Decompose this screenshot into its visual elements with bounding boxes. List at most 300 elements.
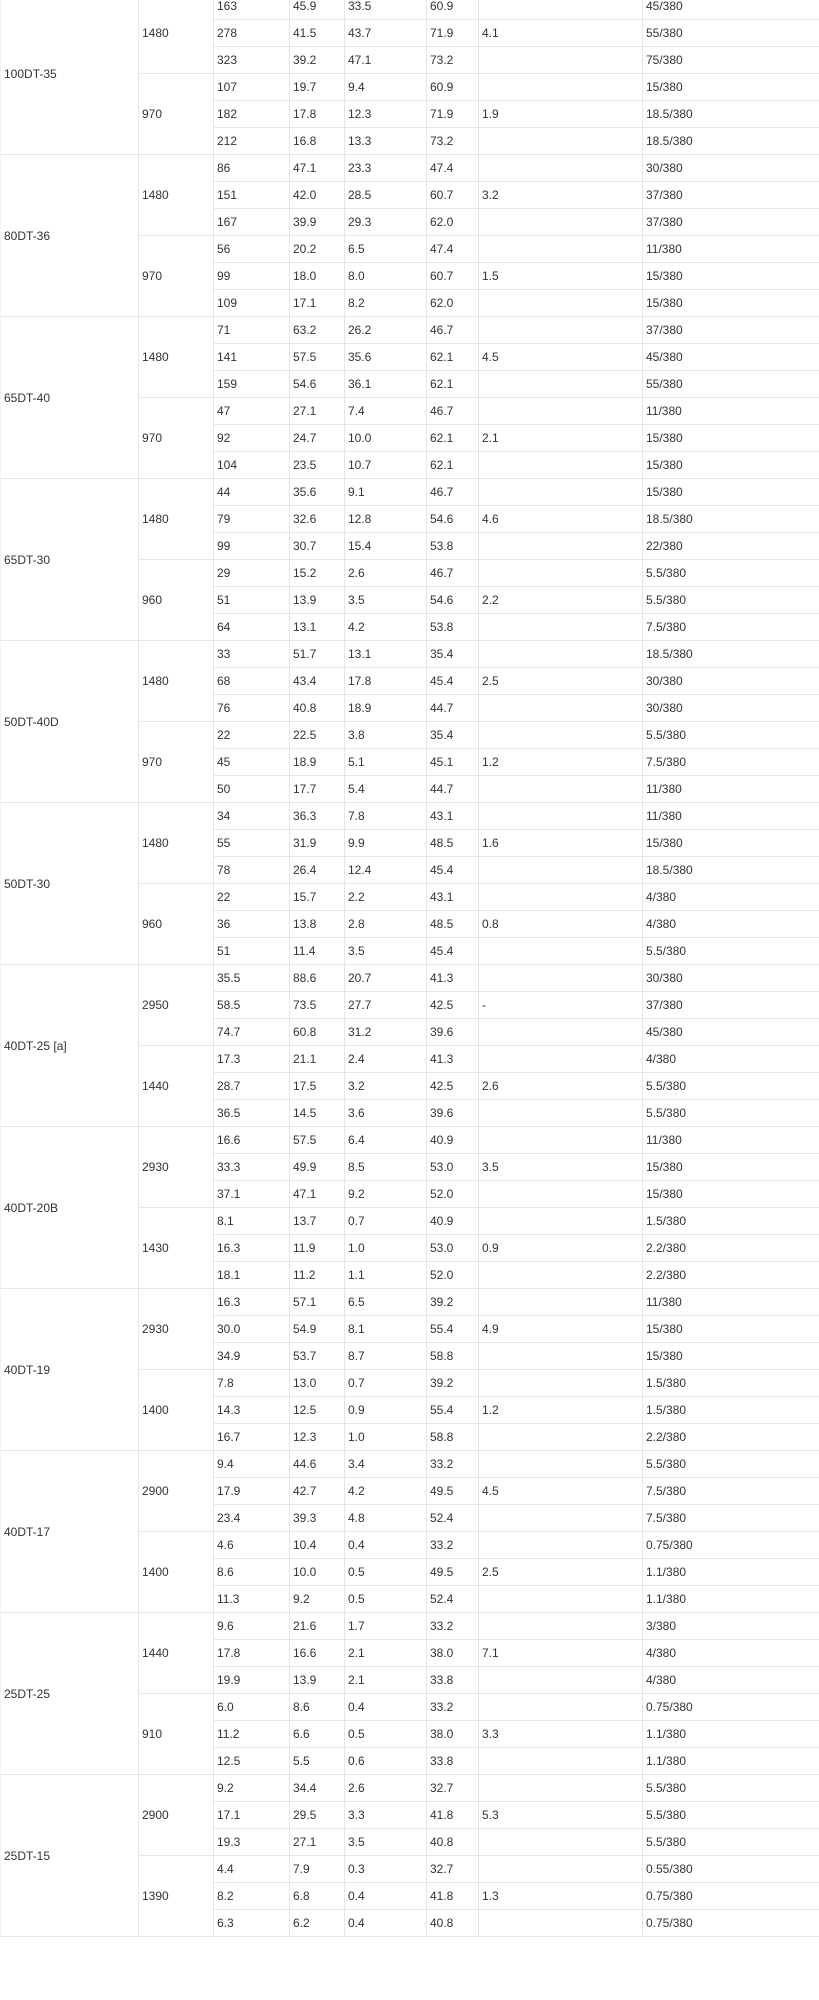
speed-cell: 910 xyxy=(139,1694,214,1775)
npsh-cell: 1.9 xyxy=(479,101,643,128)
shaft-power-cell: 13.1 xyxy=(345,641,427,668)
head-cell: 45.9 xyxy=(290,0,345,20)
head-cell: 57.5 xyxy=(290,344,345,371)
power-voltage-cell: 15/380 xyxy=(643,1181,819,1208)
head-cell: 35.6 xyxy=(290,479,345,506)
flow-cell: 35.5 xyxy=(214,965,290,992)
head-cell: 43.4 xyxy=(290,668,345,695)
head-cell: 16.6 xyxy=(290,1640,345,1667)
power-voltage-cell: 11/380 xyxy=(643,398,819,425)
shaft-power-cell: 31.2 xyxy=(345,1019,427,1046)
efficiency-cell: 40.9 xyxy=(427,1127,479,1154)
shaft-power-cell: 0.7 xyxy=(345,1208,427,1235)
head-cell: 88.6 xyxy=(290,965,345,992)
head-cell: 12.3 xyxy=(290,1424,345,1451)
flow-cell: 56 xyxy=(214,236,290,263)
efficiency-cell: 33.8 xyxy=(427,1667,479,1694)
flow-cell: 9.4 xyxy=(214,1451,290,1478)
npsh-cell xyxy=(479,695,643,722)
head-cell: 31.9 xyxy=(290,830,345,857)
flow-cell: 8.1 xyxy=(214,1208,290,1235)
flow-cell: 8.6 xyxy=(214,1559,290,1586)
flow-cell: 182 xyxy=(214,101,290,128)
npsh-cell xyxy=(479,1910,643,1937)
table-row xyxy=(1,1775,819,1802)
npsh-cell xyxy=(479,1694,643,1721)
head-cell: 7.9 xyxy=(290,1856,345,1883)
power-voltage-cell: 15/380 xyxy=(643,1343,819,1370)
head-cell: 9.2 xyxy=(290,1586,345,1613)
power-voltage-cell: 30/380 xyxy=(643,695,819,722)
head-cell: 60.8 xyxy=(290,1019,345,1046)
efficiency-cell: 45.1 xyxy=(427,749,479,776)
power-voltage-cell: 30/380 xyxy=(643,668,819,695)
speed-cell: 1480 xyxy=(139,479,214,560)
shaft-power-cell: 2.8 xyxy=(345,911,427,938)
model-cell: 50DT-40D xyxy=(1,641,139,803)
head-cell: 18.9 xyxy=(290,749,345,776)
head-cell: 13.0 xyxy=(290,1370,345,1397)
npsh-cell xyxy=(479,614,643,641)
power-voltage-cell: 75/380 xyxy=(643,47,819,74)
npsh-cell xyxy=(479,0,643,20)
power-voltage-cell: 7.5/380 xyxy=(643,1505,819,1532)
efficiency-cell: 48.5 xyxy=(427,830,479,857)
power-voltage-cell: 1.1/380 xyxy=(643,1559,819,1586)
efficiency-cell: 53.0 xyxy=(427,1154,479,1181)
efficiency-cell: 39.6 xyxy=(427,1100,479,1127)
efficiency-cell: 52.0 xyxy=(427,1181,479,1208)
npsh-cell xyxy=(479,533,643,560)
efficiency-cell: 46.7 xyxy=(427,479,479,506)
shaft-power-cell: 0.4 xyxy=(345,1532,427,1559)
shaft-power-cell: 15.4 xyxy=(345,533,427,560)
efficiency-cell: 54.6 xyxy=(427,587,479,614)
efficiency-cell: 52.4 xyxy=(427,1586,479,1613)
flow-cell: 109 xyxy=(214,290,290,317)
npsh-cell xyxy=(479,128,643,155)
efficiency-cell: 33.8 xyxy=(427,1748,479,1775)
flow-cell: 64 xyxy=(214,614,290,641)
efficiency-cell: 35.4 xyxy=(427,722,479,749)
speed-cell: 970 xyxy=(139,74,214,155)
npsh-cell: 5.3 xyxy=(479,1802,643,1829)
flow-cell: 22 xyxy=(214,884,290,911)
power-voltage-cell: 7.5/380 xyxy=(643,1478,819,1505)
speed-cell: 1480 xyxy=(139,641,214,722)
efficiency-cell: 48.5 xyxy=(427,911,479,938)
shaft-power-cell: 1.7 xyxy=(345,1613,427,1640)
power-voltage-cell: 11/380 xyxy=(643,803,819,830)
power-voltage-cell: 0.75/380 xyxy=(643,1910,819,1937)
efficiency-cell: 49.5 xyxy=(427,1478,479,1505)
flow-cell: 16.7 xyxy=(214,1424,290,1451)
flow-cell: 33.3 xyxy=(214,1154,290,1181)
flow-cell: 34 xyxy=(214,803,290,830)
efficiency-cell: 60.7 xyxy=(427,263,479,290)
flow-cell: 51 xyxy=(214,587,290,614)
model-cell: 100DT-35 xyxy=(1,0,139,155)
power-voltage-cell: 5.5/380 xyxy=(643,1451,819,1478)
efficiency-cell: 46.7 xyxy=(427,398,479,425)
power-voltage-cell: 4/380 xyxy=(643,884,819,911)
power-voltage-cell: 45/380 xyxy=(643,0,819,20)
power-voltage-cell: 15/380 xyxy=(643,290,819,317)
npsh-cell xyxy=(479,1613,643,1640)
shaft-power-cell: 9.1 xyxy=(345,479,427,506)
efficiency-cell: 60.7 xyxy=(427,182,479,209)
speed-cell: 1400 xyxy=(139,1370,214,1451)
speed-cell: 1400 xyxy=(139,1532,214,1613)
efficiency-cell: 71.9 xyxy=(427,20,479,47)
efficiency-cell: 42.5 xyxy=(427,1073,479,1100)
head-cell: 22.5 xyxy=(290,722,345,749)
efficiency-cell: 62.1 xyxy=(427,425,479,452)
flow-cell: 37.1 xyxy=(214,1181,290,1208)
shaft-power-cell: 0.7 xyxy=(345,1370,427,1397)
npsh-cell xyxy=(479,47,643,74)
efficiency-cell: 45.4 xyxy=(427,668,479,695)
table-row xyxy=(1,641,819,668)
npsh-cell xyxy=(479,155,643,182)
head-cell: 57.1 xyxy=(290,1289,345,1316)
flow-cell: 141 xyxy=(214,344,290,371)
flow-cell: 71 xyxy=(214,317,290,344)
shaft-power-cell: 3.5 xyxy=(345,1829,427,1856)
shaft-power-cell: 0.5 xyxy=(345,1559,427,1586)
npsh-cell xyxy=(479,938,643,965)
speed-cell: 1440 xyxy=(139,1613,214,1694)
flow-cell: 16.6 xyxy=(214,1127,290,1154)
flow-cell: 17.3 xyxy=(214,1046,290,1073)
shaft-power-cell: 3.5 xyxy=(345,587,427,614)
shaft-power-cell: 1.1 xyxy=(345,1262,427,1289)
flow-cell: 212 xyxy=(214,128,290,155)
npsh-cell xyxy=(479,803,643,830)
npsh-cell xyxy=(479,1532,643,1559)
flow-cell: 16.3 xyxy=(214,1289,290,1316)
power-voltage-cell: 0.75/380 xyxy=(643,1694,819,1721)
power-voltage-cell: 30/380 xyxy=(643,965,819,992)
speed-cell: 2930 xyxy=(139,1289,214,1370)
efficiency-cell: 55.4 xyxy=(427,1316,479,1343)
npsh-cell xyxy=(479,1856,643,1883)
shaft-power-cell: 7.8 xyxy=(345,803,427,830)
efficiency-cell: 52.0 xyxy=(427,1262,479,1289)
efficiency-cell: 38.0 xyxy=(427,1721,479,1748)
model-cell: 40DT-25 [a] xyxy=(1,965,139,1127)
shaft-power-cell: 2.6 xyxy=(345,1775,427,1802)
flow-cell: 19.3 xyxy=(214,1829,290,1856)
shaft-power-cell: 2.1 xyxy=(345,1667,427,1694)
model-cell: 40DT-20B xyxy=(1,1127,139,1289)
efficiency-cell: 40.9 xyxy=(427,1208,479,1235)
shaft-power-cell: 33.5 xyxy=(345,0,427,20)
power-voltage-cell: 1.1/380 xyxy=(643,1748,819,1775)
efficiency-cell: 54.6 xyxy=(427,506,479,533)
speed-cell: 970 xyxy=(139,398,214,479)
power-voltage-cell: 11/380 xyxy=(643,776,819,803)
power-voltage-cell: 4/380 xyxy=(643,1046,819,1073)
head-cell: 42.0 xyxy=(290,182,345,209)
npsh-cell xyxy=(479,290,643,317)
efficiency-cell: 49.5 xyxy=(427,1559,479,1586)
power-voltage-cell: 18.5/380 xyxy=(643,857,819,884)
npsh-cell xyxy=(479,776,643,803)
head-cell: 73.5 xyxy=(290,992,345,1019)
power-voltage-cell: 15/380 xyxy=(643,263,819,290)
npsh-cell: 2.5 xyxy=(479,1559,643,1586)
head-cell: 26.4 xyxy=(290,857,345,884)
power-voltage-cell: 0.75/380 xyxy=(643,1883,819,1910)
efficiency-cell: 41.8 xyxy=(427,1883,479,1910)
power-voltage-cell: 18.5/380 xyxy=(643,506,819,533)
power-voltage-cell: 1.5/380 xyxy=(643,1208,819,1235)
npsh-cell xyxy=(479,965,643,992)
shaft-power-cell: 6.4 xyxy=(345,1127,427,1154)
flow-cell: 19.9 xyxy=(214,1667,290,1694)
speed-cell: 1480 xyxy=(139,803,214,884)
head-cell: 15.7 xyxy=(290,884,345,911)
npsh-cell: 4.6 xyxy=(479,506,643,533)
head-cell: 30.7 xyxy=(290,533,345,560)
flow-cell: 99 xyxy=(214,533,290,560)
head-cell: 17.8 xyxy=(290,101,345,128)
npsh-cell: 4.9 xyxy=(479,1316,643,1343)
power-voltage-cell: 4/380 xyxy=(643,911,819,938)
head-cell: 36.3 xyxy=(290,803,345,830)
head-cell: 21.1 xyxy=(290,1046,345,1073)
efficiency-cell: 41.3 xyxy=(427,965,479,992)
flow-cell: 86 xyxy=(214,155,290,182)
head-cell: 20.2 xyxy=(290,236,345,263)
npsh-cell xyxy=(479,1046,643,1073)
npsh-cell: 1.2 xyxy=(479,749,643,776)
shaft-power-cell: 18.9 xyxy=(345,695,427,722)
shaft-power-cell: 3.8 xyxy=(345,722,427,749)
shaft-power-cell: 0.3 xyxy=(345,1856,427,1883)
npsh-cell xyxy=(479,1451,643,1478)
flow-cell: 28.7 xyxy=(214,1073,290,1100)
head-cell: 34.4 xyxy=(290,1775,345,1802)
head-cell: 51.7 xyxy=(290,641,345,668)
head-cell: 6.6 xyxy=(290,1721,345,1748)
flow-cell: 17.8 xyxy=(214,1640,290,1667)
shaft-power-cell: 8.0 xyxy=(345,263,427,290)
shaft-power-cell: 20.7 xyxy=(345,965,427,992)
power-voltage-cell: 15/380 xyxy=(643,425,819,452)
npsh-cell xyxy=(479,236,643,263)
npsh-cell xyxy=(479,722,643,749)
shaft-power-cell: 10.0 xyxy=(345,425,427,452)
shaft-power-cell: 27.7 xyxy=(345,992,427,1019)
flow-cell: 16.3 xyxy=(214,1235,290,1262)
flow-cell: 30.0 xyxy=(214,1316,290,1343)
head-cell: 17.1 xyxy=(290,290,345,317)
speed-cell: 2950 xyxy=(139,965,214,1046)
npsh-cell xyxy=(479,1262,643,1289)
npsh-cell: 4.5 xyxy=(479,1478,643,1505)
shaft-power-cell: 4.8 xyxy=(345,1505,427,1532)
efficiency-cell: 32.7 xyxy=(427,1775,479,1802)
flow-cell: 23.4 xyxy=(214,1505,290,1532)
head-cell: 13.7 xyxy=(290,1208,345,1235)
flow-cell: 9.6 xyxy=(214,1613,290,1640)
power-voltage-cell: 0.75/380 xyxy=(643,1532,819,1559)
shaft-power-cell: 9.4 xyxy=(345,74,427,101)
efficiency-cell: 46.7 xyxy=(427,560,479,587)
shaft-power-cell: 0.9 xyxy=(345,1397,427,1424)
head-cell: 13.1 xyxy=(290,614,345,641)
shaft-power-cell: 26.2 xyxy=(345,317,427,344)
head-cell: 47.1 xyxy=(290,155,345,182)
npsh-cell: 1.3 xyxy=(479,1883,643,1910)
power-voltage-cell: 11/380 xyxy=(643,1127,819,1154)
head-cell: 5.5 xyxy=(290,1748,345,1775)
head-cell: 19.7 xyxy=(290,74,345,101)
efficiency-cell: 47.4 xyxy=(427,236,479,263)
npsh-cell: 0.8 xyxy=(479,911,643,938)
head-cell: 17.5 xyxy=(290,1073,345,1100)
shaft-power-cell: 2.1 xyxy=(345,1640,427,1667)
power-voltage-cell: 15/380 xyxy=(643,452,819,479)
npsh-cell xyxy=(479,1289,643,1316)
head-cell: 32.6 xyxy=(290,506,345,533)
flow-cell: 107 xyxy=(214,74,290,101)
efficiency-cell: 73.2 xyxy=(427,47,479,74)
npsh-cell xyxy=(479,1424,643,1451)
npsh-cell: 4.1 xyxy=(479,20,643,47)
flow-cell: 58.5 xyxy=(214,992,290,1019)
head-cell: 40.8 xyxy=(290,695,345,722)
npsh-cell xyxy=(479,1343,643,1370)
npsh-cell: 0.9 xyxy=(479,1235,643,1262)
power-voltage-cell: 30/380 xyxy=(643,155,819,182)
shaft-power-cell: 12.8 xyxy=(345,506,427,533)
power-voltage-cell: 18.5/380 xyxy=(643,101,819,128)
flow-cell: 4.6 xyxy=(214,1532,290,1559)
power-voltage-cell: 22/380 xyxy=(643,533,819,560)
power-voltage-cell: 2.2/380 xyxy=(643,1262,819,1289)
model-cell: 40DT-17 xyxy=(1,1451,139,1613)
power-voltage-cell: 5.5/380 xyxy=(643,722,819,749)
model-cell: 80DT-36 xyxy=(1,155,139,317)
speed-cell: 1390 xyxy=(139,1856,214,1937)
head-cell: 27.1 xyxy=(290,1829,345,1856)
efficiency-cell: 53.8 xyxy=(427,533,479,560)
npsh-cell xyxy=(479,1208,643,1235)
npsh-cell: 3.3 xyxy=(479,1721,643,1748)
npsh-cell xyxy=(479,1505,643,1532)
flow-cell: 17.1 xyxy=(214,1802,290,1829)
power-voltage-cell: 5.5/380 xyxy=(643,1100,819,1127)
npsh-cell xyxy=(479,1370,643,1397)
efficiency-cell: 39.2 xyxy=(427,1370,479,1397)
npsh-cell xyxy=(479,641,643,668)
power-voltage-cell: 5.5/380 xyxy=(643,560,819,587)
table-row xyxy=(1,0,819,20)
npsh-cell: 2.5 xyxy=(479,668,643,695)
npsh-cell: 1.2 xyxy=(479,1397,643,1424)
efficiency-cell: 40.8 xyxy=(427,1910,479,1937)
efficiency-cell: 42.5 xyxy=(427,992,479,1019)
flow-cell: 44 xyxy=(214,479,290,506)
efficiency-cell: 55.4 xyxy=(427,1397,479,1424)
power-voltage-cell: 1.1/380 xyxy=(643,1721,819,1748)
head-cell: 10.0 xyxy=(290,1559,345,1586)
table-row xyxy=(1,1127,819,1154)
power-voltage-cell: 2.2/380 xyxy=(643,1424,819,1451)
head-cell: 6.2 xyxy=(290,1910,345,1937)
flow-cell: 9.2 xyxy=(214,1775,290,1802)
power-voltage-cell: 37/380 xyxy=(643,317,819,344)
head-cell: 42.7 xyxy=(290,1478,345,1505)
flow-cell: 92 xyxy=(214,425,290,452)
efficiency-cell: 53.0 xyxy=(427,1235,479,1262)
efficiency-cell: 46.7 xyxy=(427,317,479,344)
head-cell: 39.9 xyxy=(290,209,345,236)
power-voltage-cell: 15/380 xyxy=(643,1154,819,1181)
power-voltage-cell: 37/380 xyxy=(643,182,819,209)
npsh-cell xyxy=(479,371,643,398)
flow-cell: 14.3 xyxy=(214,1397,290,1424)
power-voltage-cell: 7.5/380 xyxy=(643,749,819,776)
power-voltage-cell: 2.2/380 xyxy=(643,1235,819,1262)
efficiency-cell: 33.2 xyxy=(427,1451,479,1478)
flow-cell: 47 xyxy=(214,398,290,425)
head-cell: 11.9 xyxy=(290,1235,345,1262)
efficiency-cell: 62.1 xyxy=(427,344,479,371)
power-voltage-cell: 7.5/380 xyxy=(643,614,819,641)
power-voltage-cell: 0.55/380 xyxy=(643,1856,819,1883)
flow-cell: 163 xyxy=(214,0,290,20)
head-cell: 57.5 xyxy=(290,1127,345,1154)
speed-cell: 1480 xyxy=(139,0,214,74)
model-cell: 40DT-19 xyxy=(1,1289,139,1451)
head-cell: 8.6 xyxy=(290,1694,345,1721)
npsh-cell xyxy=(479,560,643,587)
npsh-cell xyxy=(479,1181,643,1208)
head-cell: 53.7 xyxy=(290,1343,345,1370)
flow-cell: 6.0 xyxy=(214,1694,290,1721)
flow-cell: 167 xyxy=(214,209,290,236)
npsh-cell: 3.2 xyxy=(479,182,643,209)
flow-cell: 55 xyxy=(214,830,290,857)
head-cell: 6.8 xyxy=(290,1883,345,1910)
power-voltage-cell: 5.5/380 xyxy=(643,1073,819,1100)
table-row xyxy=(1,803,819,830)
efficiency-cell: 33.2 xyxy=(427,1532,479,1559)
power-voltage-cell: 5.5/380 xyxy=(643,587,819,614)
efficiency-cell: 62.1 xyxy=(427,452,479,479)
npsh-cell xyxy=(479,209,643,236)
speed-cell: 960 xyxy=(139,884,214,965)
shaft-power-cell: 36.1 xyxy=(345,371,427,398)
flow-cell: 17.9 xyxy=(214,1478,290,1505)
efficiency-cell: 62.0 xyxy=(427,209,479,236)
npsh-cell: 1.6 xyxy=(479,830,643,857)
power-voltage-cell: 3/380 xyxy=(643,1613,819,1640)
model-cell: 65DT-40 xyxy=(1,317,139,479)
head-cell: 54.9 xyxy=(290,1316,345,1343)
npsh-cell xyxy=(479,1586,643,1613)
efficiency-cell: 60.9 xyxy=(427,74,479,101)
speed-cell: 970 xyxy=(139,722,214,803)
power-voltage-cell: 18.5/380 xyxy=(643,128,819,155)
power-voltage-cell: 1.1/380 xyxy=(643,1586,819,1613)
power-voltage-cell: 55/380 xyxy=(643,20,819,47)
flow-cell: 104 xyxy=(214,452,290,479)
